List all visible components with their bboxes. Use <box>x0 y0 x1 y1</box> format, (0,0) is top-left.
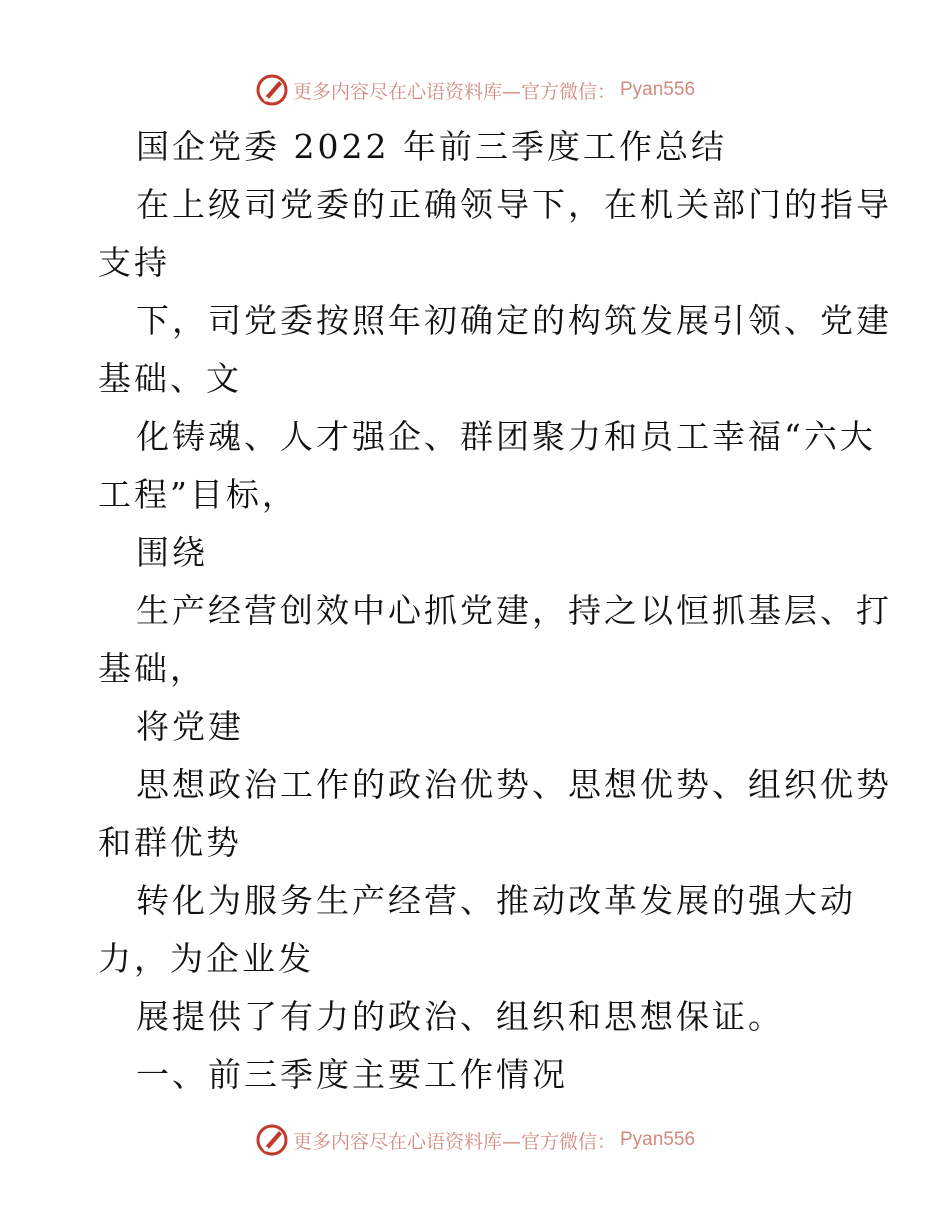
document-line: 转化为服务生产经营、推动改革发展的强大动 <box>136 881 856 920</box>
document-line: 思想政治工作的政治优势、思想优势、组织优势 <box>136 765 892 804</box>
watermark-wechat-id: Pyan556 <box>620 79 696 100</box>
pen-logo-icon <box>255 73 289 107</box>
footer-watermark <box>0 1120 950 1160</box>
document-body <box>98 118 892 1104</box>
document-line: 和群优势 <box>98 823 242 862</box>
document-line: 展提供了有力的政治、组织和思想保证。 <box>136 997 784 1036</box>
document-line: 化铸魂、人才强企、群团聚力和员工幸福“六大 <box>136 417 876 456</box>
document-line: 国企党委 2022 年前三季度工作总结 <box>136 127 727 166</box>
document-line: 支持 <box>98 243 170 282</box>
document-line: 力，为企业发 <box>98 939 314 978</box>
watermark-text: 更多内容尽在心语资料库—官方微信： <box>292 80 616 103</box>
document-line: 在上级司党委的正确领导下，在机关部门的指导 <box>136 185 892 224</box>
pen-logo-icon <box>255 1123 289 1157</box>
document-line: 基础， <box>98 649 206 688</box>
document-line: 下，司党委按照年初确定的构筑发展引领、党建 <box>136 301 892 340</box>
watermark-text: 更多内容尽在心语资料库—官方微信： <box>292 1130 616 1153</box>
document-line: 将党建 <box>136 707 244 746</box>
document-line: 一、前三季度主要工作情况 <box>136 1055 568 1094</box>
document-line: 生产经营创效中心抓党建，持之以恒抓基层、打 <box>136 591 892 630</box>
document-line: 基础、文 <box>98 359 242 398</box>
watermark-wechat-id: Pyan556 <box>620 1129 696 1150</box>
document-line: 围绕 <box>136 533 208 572</box>
header-watermark <box>0 70 950 110</box>
document-line: 工程”目标， <box>98 475 298 514</box>
